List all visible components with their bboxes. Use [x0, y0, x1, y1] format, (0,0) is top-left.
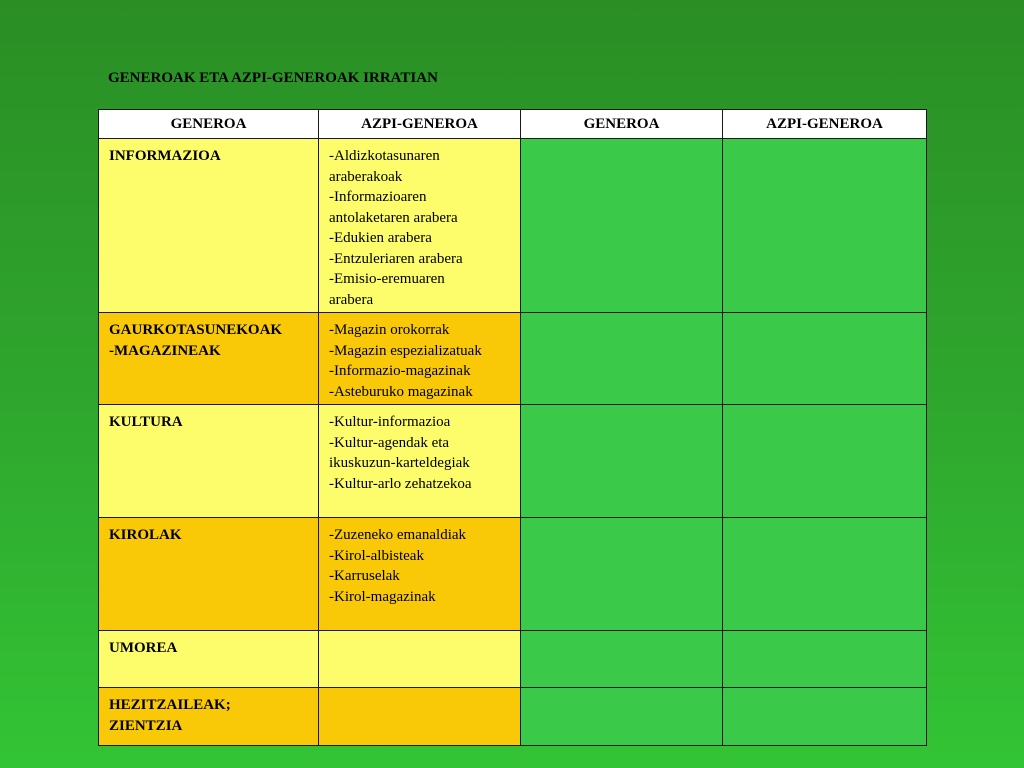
empty-genre-cell	[521, 139, 723, 313]
table-row-kultura	[99, 405, 927, 518]
empty-subgenre-cell	[723, 631, 927, 688]
subgenre-line: -Kirol-albisteak	[329, 547, 424, 564]
subgenre-line: -Kultur-informazioa	[329, 414, 451, 430]
table-row-gaurkotasunekoak	[99, 313, 927, 405]
header-genre-1: GENEROA	[99, 110, 319, 139]
subgenre-cell	[319, 313, 521, 405]
slide-title: GENEROAK ETA AZPI-GENEROAK IRRATIAN	[108, 70, 438, 86]
subgenre-cell	[319, 688, 521, 746]
subgenre-line: -Informazioaren	[329, 189, 427, 205]
empty-genre-cell	[521, 518, 723, 631]
genre-label: INFORMAZIOA	[109, 148, 221, 164]
subgenre-cell	[319, 631, 521, 688]
empty-genre-cell	[521, 405, 723, 518]
table-row-kirolak	[99, 518, 927, 631]
empty-genre-cell	[521, 631, 723, 688]
subgenre-line: -Kultur-arlo zehatzekoa	[329, 475, 472, 492]
table-row-umorea	[99, 631, 927, 688]
subgenre-cell	[319, 405, 521, 518]
subgenre-line: -Edukien arabera	[329, 230, 432, 246]
genre-cell	[99, 313, 319, 405]
header-subgenre-1: AZPI-GENEROA	[319, 110, 521, 139]
subgenre-cell	[319, 518, 521, 631]
subgenre-line: -Informazio-magazinak	[329, 363, 471, 379]
subgenre-line: -Magazin orokorrak	[329, 322, 450, 338]
table-row-hezitzaileak	[99, 688, 927, 746]
empty-subgenre-cell	[723, 405, 927, 518]
genre-label: GAURKOTASUNEKOAK	[109, 322, 283, 338]
subgenre-line: -Magazin espezializatuak	[329, 342, 482, 359]
genre-label: UMOREA	[109, 640, 178, 656]
genre-label: KIROLAK	[109, 527, 182, 543]
genre-cell	[99, 139, 319, 313]
genre-table	[98, 109, 927, 746]
genre-cell	[99, 518, 319, 631]
header-subgenre-2: AZPI-GENEROA	[723, 110, 927, 139]
subgenre-line: arabera	[329, 291, 374, 308]
subgenre-line: -Kultur-agendak eta	[329, 434, 450, 451]
empty-genre-cell	[521, 688, 723, 746]
subgenre-line: ikuskuzun-karteldegiak	[329, 455, 470, 471]
genre-cell	[99, 631, 319, 688]
genre-label: -MAGAZINEAK	[109, 342, 221, 359]
subgenre-line: -Kirol-magazinak	[329, 588, 436, 605]
genre-label: ZIENTZIA	[109, 717, 183, 734]
subgenre-line: -Entzuleriaren arabera	[329, 250, 463, 267]
subgenre-line: -Zuzeneko emanaldiak	[329, 527, 467, 543]
subgenre-line: -Asteburuko magazinak	[329, 383, 473, 400]
genre-cell	[99, 405, 319, 518]
subgenre-cell	[319, 139, 521, 313]
subgenre-line: -Karruselak	[329, 568, 400, 584]
genre-cell	[99, 688, 319, 746]
empty-subgenre-cell	[723, 518, 927, 631]
genre-label: HEZITZAILEAK;	[109, 697, 231, 713]
subgenre-line: antolaketaren arabera	[329, 209, 458, 226]
table-row-informazioa	[99, 139, 927, 313]
empty-genre-cell	[521, 313, 723, 405]
header-row	[99, 110, 927, 139]
empty-subgenre-cell	[723, 313, 927, 405]
empty-subgenre-cell	[723, 688, 927, 746]
subgenre-line: araberakoak	[329, 168, 403, 185]
genre-label: KULTURA	[109, 414, 183, 430]
subgenre-line: -Aldizkotasunaren	[329, 148, 440, 164]
header-genre-2: GENEROA	[521, 110, 723, 139]
empty-subgenre-cell	[723, 139, 927, 313]
subgenre-line: -Emisio-eremuaren	[329, 271, 445, 287]
